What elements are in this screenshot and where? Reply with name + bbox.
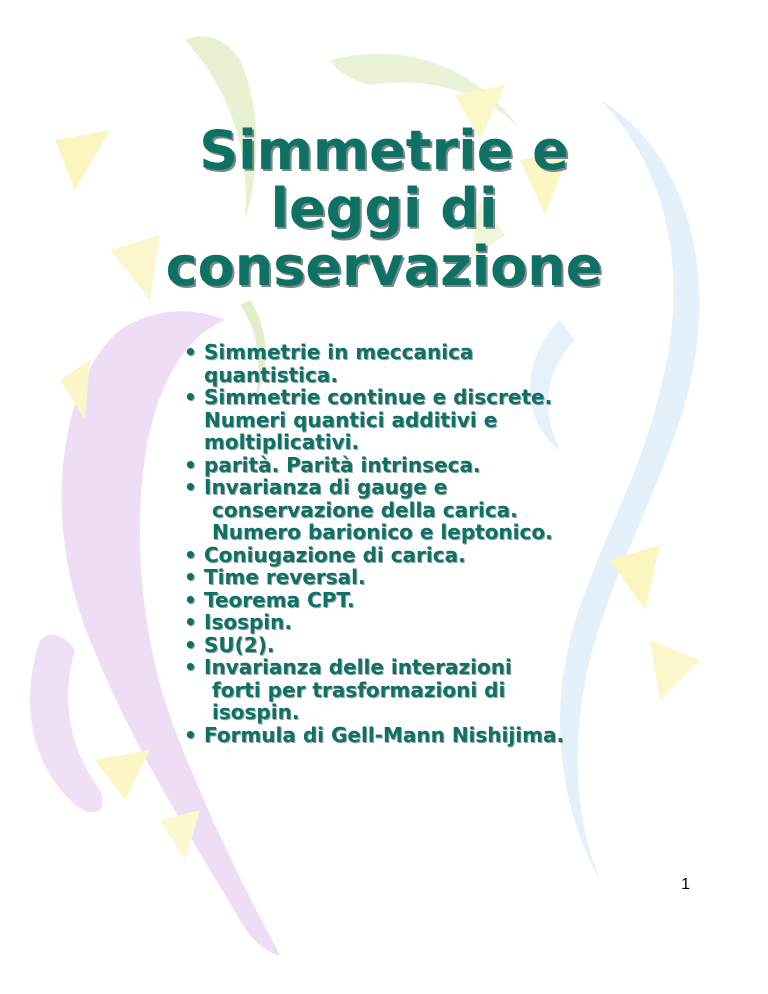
bullet: •	[184, 385, 197, 409]
item-line: Invarianza di gauge e	[204, 475, 448, 499]
list-item	[184, 341, 744, 386]
bullet: •	[184, 722, 197, 747]
bullet: •	[184, 565, 197, 589]
title-line: conservazione	[165, 235, 603, 298]
confetti-7	[95, 750, 150, 800]
bullet: •	[184, 610, 197, 634]
item-line: SU(2).	[204, 632, 275, 657]
list-item	[184, 611, 744, 634]
bullet: •	[184, 655, 197, 679]
list-item	[184, 476, 744, 544]
item-line: moltiplicativi.	[204, 430, 360, 454]
list-item	[184, 566, 744, 589]
item-line: Formula di Gell-Mann Nishijima.	[204, 722, 565, 747]
item-line: Numero barionico e leptonico.	[212, 520, 553, 544]
list-item	[184, 656, 744, 724]
item-line: forti per trasformazioni di	[212, 677, 506, 702]
list-item	[184, 454, 744, 477]
item-line: parità. Parità intrinseca.	[204, 452, 481, 477]
item-line: isospin.	[212, 700, 300, 724]
bullet: •	[184, 475, 197, 499]
bullet: •	[184, 340, 197, 364]
item-line: Isospin.	[204, 610, 292, 634]
slide-title	[0, 119, 768, 298]
item-line: quantistica.	[204, 362, 338, 387]
list-item	[184, 634, 744, 657]
list-item	[184, 589, 744, 612]
list-item	[184, 544, 744, 567]
item-line: Simmetrie in meccanica	[204, 340, 474, 364]
item-line: Simmetrie continue e discrete.	[204, 385, 553, 409]
item-line: Numeri quantici additivi e	[204, 407, 498, 432]
item-line: Teorema CPT.	[204, 587, 355, 612]
item-line: Invarianza delle interazioni	[204, 655, 512, 679]
title-line: leggi di	[270, 177, 498, 240]
bullet: •	[184, 587, 197, 612]
title-line: Simmetrie e	[199, 119, 569, 182]
list-item	[184, 386, 744, 454]
item-line: Time reversal.	[204, 565, 366, 589]
list-item	[184, 724, 744, 747]
purple-curl	[30, 635, 103, 813]
item-line: conservazione della carica.	[212, 497, 518, 522]
page-number: 1	[681, 876, 690, 893]
bullet: •	[184, 542, 197, 567]
topic-list	[184, 341, 744, 746]
bullet: •	[184, 452, 197, 477]
item-line: Coniugazione di carica.	[204, 542, 466, 567]
bullet: •	[184, 632, 197, 657]
